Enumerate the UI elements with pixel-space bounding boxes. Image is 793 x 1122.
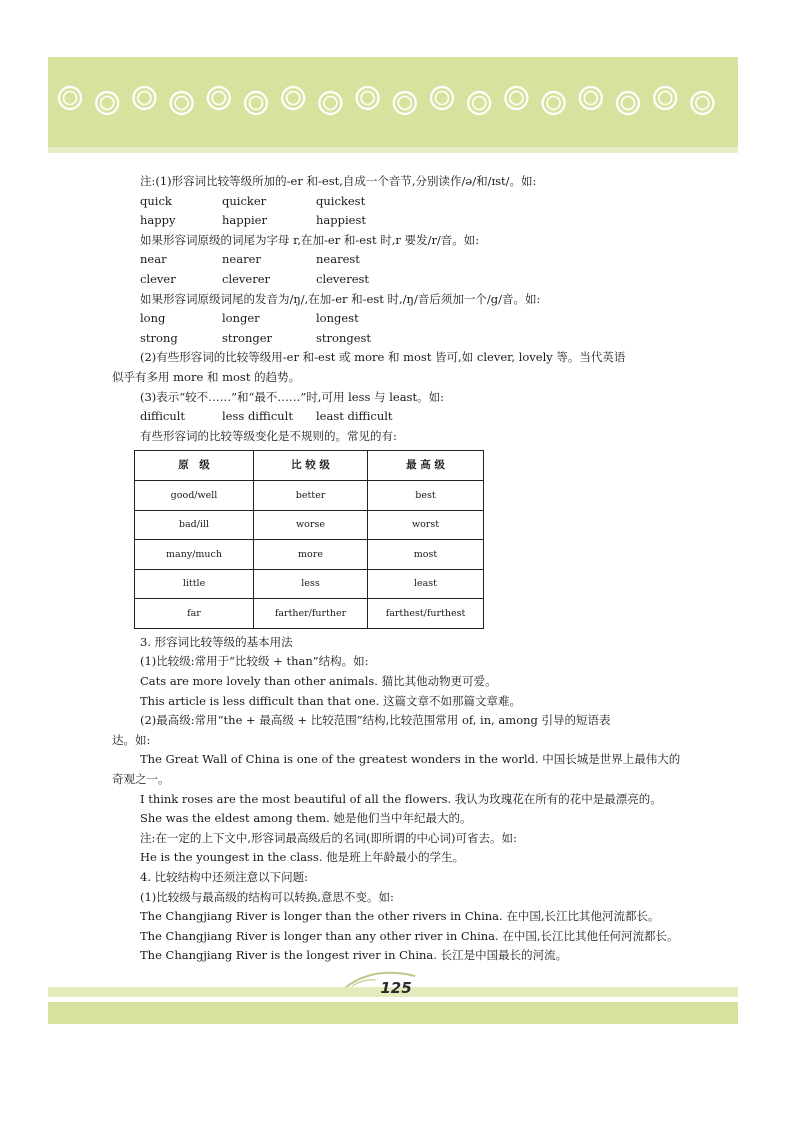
example-sentence-cont: 奇观之一。 <box>112 771 170 786</box>
cell-base: many/much <box>135 540 254 570</box>
word-comparative: stronger <box>222 330 273 345</box>
word-comparative: happier <box>222 213 267 228</box>
ring-inner-icon <box>398 97 411 110</box>
cell-superlative: least <box>368 569 484 599</box>
cell-superlative: most <box>368 540 484 570</box>
usage-comparative: (1)比较级:常用于“比较级 + than”结构。如: <box>140 654 369 669</box>
irregular-forms-table <box>134 450 484 629</box>
ring-inner-icon <box>696 97 709 110</box>
example-row <box>112 211 682 231</box>
example-row <box>112 329 682 349</box>
ring-inner-icon <box>64 92 77 105</box>
cell-comparative: better <box>254 481 368 511</box>
ring-icon <box>505 87 527 109</box>
ring-inner-icon <box>175 97 188 110</box>
example-sentence: The Changjiang River is longer than the other rivers in China. 在中国,长江比其他河流都长。 <box>140 909 660 924</box>
table-row <box>135 481 484 511</box>
header-comparative: 比 较 级 <box>254 451 368 481</box>
table-row <box>135 510 484 540</box>
word-superlative: least difficult <box>316 409 393 424</box>
note-6: 有些形容词的比较等级变化是不规则的。常见的有: <box>140 428 397 443</box>
word-comparative: quicker <box>222 193 267 208</box>
cell-comparative: more <box>254 540 368 570</box>
cell-base: bad/ill <box>135 510 254 540</box>
word-comparative: longer <box>222 311 260 326</box>
decorative-rings <box>48 77 738 127</box>
example-row <box>112 250 682 270</box>
note-5: (3)表示“较不……”和“最不……”时,可用 less 与 least。如: <box>140 389 444 404</box>
section-3-heading: 3. 形容词比较等级的基本用法 <box>140 634 293 649</box>
word-base: strong <box>140 330 178 345</box>
header-base: 原 级 <box>135 451 254 481</box>
ring-icon <box>282 87 304 109</box>
ring-inner-icon <box>547 97 560 110</box>
cell-superlative: worst <box>368 510 484 540</box>
ring-icon <box>357 87 379 109</box>
table-row <box>135 540 484 570</box>
word-base: clever <box>140 271 176 286</box>
cell-base: good/well <box>135 481 254 511</box>
table-header-row <box>135 451 484 481</box>
ring-inner-icon <box>250 97 263 110</box>
ring-icon <box>431 87 453 109</box>
word-base: happy <box>140 213 176 228</box>
ring-inner-icon <box>622 97 635 110</box>
ring-icon <box>245 92 267 114</box>
page-number: 125 <box>380 979 412 997</box>
ring-icon <box>654 87 676 109</box>
ring-inner-icon <box>324 97 337 110</box>
example-sentence: The Great Wall of China is one of the greatest wonders in the world. 中国长城是世界上最伟大的 <box>140 752 681 767</box>
note-1: 注:(1)形容词比较等级所加的-er 和-est,自成一个音节,分别读作/ə/和/ɪst/。如: <box>140 174 537 188</box>
usage-transform: (1)比较级与最高级的结构可以转换,意思不变。如: <box>140 889 394 904</box>
note-3: 如果形容词原级词尾的发音为/ŋ/,在加-er 和-est 时,/ŋ/音后须加一个/g/音。如: <box>140 291 541 306</box>
footer-band <box>48 1002 738 1024</box>
cell-base: far <box>135 599 254 629</box>
header-superlative: 最 高 级 <box>368 451 484 481</box>
example-row <box>112 270 682 290</box>
example-row <box>112 407 682 427</box>
word-base: difficult <box>140 409 186 424</box>
word-base: near <box>140 252 167 267</box>
cell-comparative: less <box>254 569 368 599</box>
cell-base: little <box>135 569 254 599</box>
example-row <box>112 192 682 212</box>
cell-superlative: farthest/furthest <box>368 599 484 629</box>
ring-inner-icon <box>138 92 151 105</box>
ring-inner-icon <box>436 92 449 105</box>
ring-icon <box>580 87 602 109</box>
word-superlative: happiest <box>316 213 366 228</box>
example-sentence: The Changjiang River is the longest river in China. 长江是中国最长的河流。 <box>140 948 568 963</box>
usage-superlative-cont: 达。如: <box>112 732 151 747</box>
ring-inner-icon <box>584 92 597 105</box>
ring-icon <box>691 92 713 114</box>
ring-icon <box>96 92 118 114</box>
ring-inner-icon <box>510 92 523 105</box>
header-banner <box>48 57 738 147</box>
note-2: 如果形容词原级的词尾为字母 r,在加-er 和-est 时,r 要发/r/音。如: <box>140 232 480 247</box>
page-content <box>112 172 682 966</box>
example-row <box>112 309 682 329</box>
ring-icon <box>319 92 341 114</box>
example-sentence: He is the youngest in the class. 他是班上年龄最小的学生。 <box>140 850 465 865</box>
example-sentence: I think roses are the most beautiful of all the flowers. 我认为玫瑰花在所有的花中是最漂亮的。 <box>140 791 662 806</box>
word-superlative: quickest <box>316 193 366 208</box>
ring-icon <box>394 92 416 114</box>
ring-inner-icon <box>473 97 486 110</box>
word-base: quick <box>140 193 172 208</box>
example-sentence: She was the eldest among them. 她是他们当中年纪最大的。 <box>140 811 472 826</box>
example-sentence: This article is less difficult than that one. 这篇文章不如那篇文章难。 <box>140 693 521 708</box>
ring-row-icon <box>48 77 738 127</box>
word-superlative: longest <box>316 311 359 326</box>
cell-superlative: best <box>368 481 484 511</box>
example-sentence: The Changjiang River is longer than any other river in China. 在中国,长江比其他任何河流都长。 <box>140 928 679 943</box>
word-comparative: nearer <box>222 252 261 267</box>
ring-icon <box>171 92 193 114</box>
word-superlative: strongest <box>316 330 372 345</box>
usage-superlative: (2)最高级:常用“the + 最高级 + 比较范围”结构,比较范围常用 of, in, among 引导的短语表 <box>140 713 611 728</box>
cell-comparative: farther/further <box>254 599 368 629</box>
ring-icon <box>208 87 230 109</box>
word-base: long <box>140 311 166 326</box>
note-4-cont: 似乎有多用 more 和 most 的趋势。 <box>112 369 301 384</box>
ring-icon <box>543 92 565 114</box>
ring-inner-icon <box>287 92 300 105</box>
ring-inner-icon <box>659 92 672 105</box>
ring-icon <box>468 92 490 114</box>
header-stripe <box>48 147 738 153</box>
word-superlative: cleverest <box>316 271 370 286</box>
example-sentence: Cats are more lovely than other animals. 猫比其他动物更可爱。 <box>140 674 497 688</box>
word-superlative: nearest <box>316 252 360 267</box>
section-4-heading: 4. 比较结构中还须注意以下问题: <box>140 869 309 884</box>
ring-icon <box>59 87 81 109</box>
note-4: (2)有些形容词的比较等级用-er 和-est 或 more 和 most 皆可,如 clever, lovely 等。当代英语 <box>140 350 626 365</box>
cell-comparative: worse <box>254 510 368 540</box>
ring-icon <box>617 92 639 114</box>
usage-note: 注:在一定的上下文中,形容词最高级后的名词(即所谓的中心词)可省去。如: <box>140 830 517 845</box>
table-row <box>135 569 484 599</box>
table-row <box>135 599 484 629</box>
ring-inner-icon <box>101 97 114 110</box>
ring-inner-icon <box>212 92 225 105</box>
word-comparative: less difficult <box>222 409 293 424</box>
ring-icon <box>133 87 155 109</box>
word-comparative: cleverer <box>222 271 271 286</box>
ring-inner-icon <box>361 92 374 105</box>
